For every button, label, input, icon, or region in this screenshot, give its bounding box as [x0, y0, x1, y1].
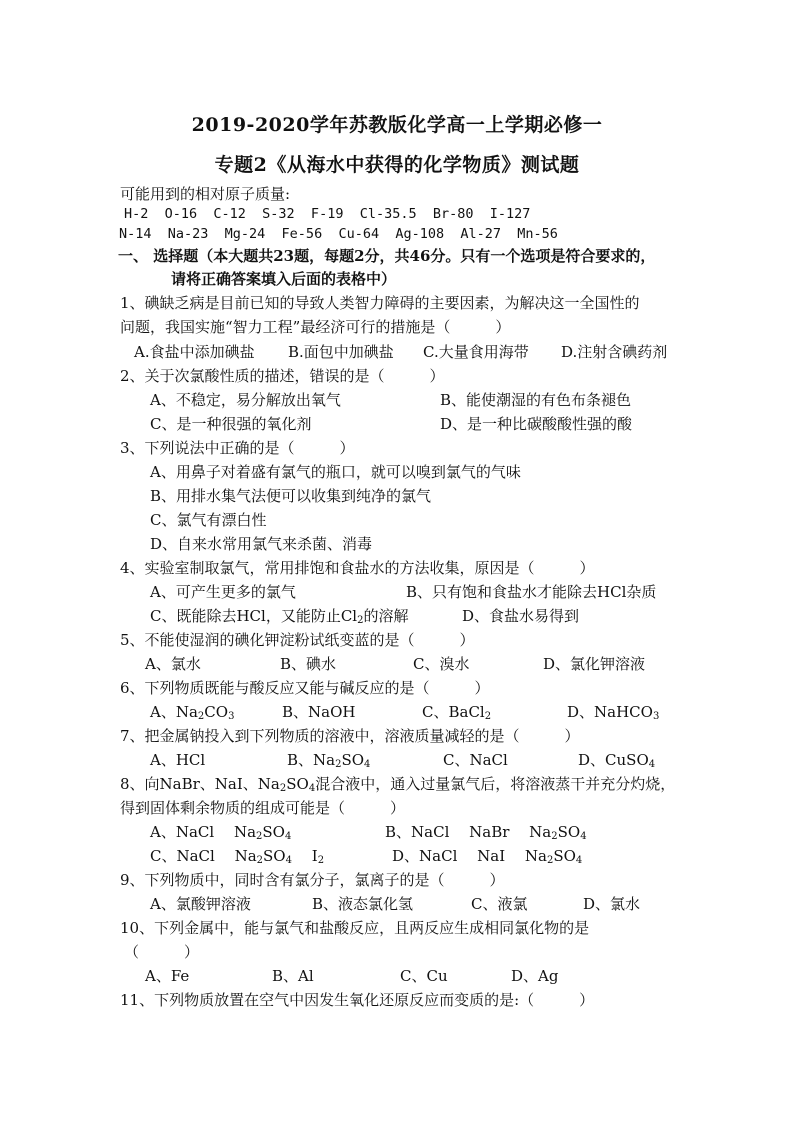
option-c: C、既能除去HCl，又能防止$Cl_2$的溶解: [150, 607, 409, 626]
document-title-line1: 2019-2020学年苏教版化学高一上学期必修一: [191, 114, 603, 136]
question-11-stem: 11、下列物质放置在空气中因发生氧化还原反应而变质的是:（ ）: [120, 991, 595, 1009]
question-4-stem: 4、实验室制取氯气，常用排饱和食盐水的方法收集，原因是（ ）: [120, 559, 595, 577]
question-6-options: [0, 702, 794, 722]
question-8-options-row2: [0, 846, 794, 866]
question-3-stem: 3、下列说法中正确的是（ ）: [120, 439, 355, 457]
question-7-stem: 7、把金属钠投入到下列物质的溶液中，溶液质量减轻的是（ ）: [120, 727, 580, 745]
question-1-stem-cont: 问题，我国实施“智力工程”最经济可行的措施是（ ）: [120, 318, 511, 336]
option-c: C、NaCl $Na_2SO_4$ $I_2$: [150, 847, 325, 866]
option-d: D、Ag: [511, 967, 559, 985]
question-2-options-row1: [0, 390, 794, 410]
question-3-option-a: A、用鼻子对着盛有氯气的瓶口，就可以嗅到氯气的气味: [150, 463, 521, 481]
option-a: A、不稳定，易分解放出氧气: [150, 391, 341, 409]
option-b: B、液态氯化氢: [312, 895, 414, 913]
question-10-answer-blank: （ ）: [124, 943, 200, 961]
question-4-options-row1: [0, 582, 794, 602]
question-5-stem: 5、不能使湿润的碘化钾淀粉试纸变蓝的是（ ）: [120, 631, 475, 649]
option-d: D、NaCl NaI $Na_2SO_4$: [392, 847, 583, 866]
option-b: B、Al: [272, 967, 314, 985]
section-heading-line1: 一、 选择题（本大题共23题，每题2分，共46分。只有一个选项是符合要求的，: [118, 247, 656, 265]
option-d: D、是一种比碳酸酸性强的酸: [440, 415, 633, 433]
option-a: A、$Na_2CO_3$: [150, 703, 235, 722]
option-c: C、NaCl: [443, 751, 508, 769]
option-a: A、可产生更多的氯气: [150, 583, 296, 601]
option-a: A、氯酸钾溶液: [150, 895, 251, 913]
option-b: B、能使潮湿的有色布条褪色: [440, 391, 632, 409]
option-b: B.面包中加碘盐: [288, 343, 394, 361]
question-1-options: [0, 342, 794, 362]
question-3-option-b: B、用排水集气法便可以收集到纯净的氯气: [150, 487, 432, 505]
document-title-line2: 专题2《从海水中获得的化学物质》测试题: [214, 154, 580, 176]
option-d: D、NaHCO$_3$: [567, 703, 660, 722]
option-c: C.大量食用海带: [423, 343, 529, 361]
option-a: A.食盐中添加碘盐: [134, 343, 255, 361]
atomic-mass-label: 可能用到的相对原子质量:: [120, 185, 291, 203]
question-1-stem: 1、碘缺乏病是目前已知的导致人类智力障碍的主要因素，为解决这一全国性的: [120, 294, 640, 312]
question-8-stem-cont: 得到固体剩余物质的组成可能是（ ）: [120, 799, 406, 817]
option-d: D、食盐水易得到: [462, 607, 580, 625]
question-7-options: [0, 750, 794, 770]
option-b: B、只有饱和食盐水才能除去HCl杂质: [406, 583, 657, 601]
atomic-mass-row1: H-2 O-16 C-12 S-32 F-19 Cl-35.5 Br-80 I-127: [124, 206, 531, 222]
option-c: C、溴水: [413, 655, 470, 673]
option-a: A、HCl: [150, 751, 206, 769]
option-d: D.注射含碘药剂: [561, 343, 668, 361]
option-d: D、CuSO$_4$: [578, 751, 656, 770]
option-a: A、氯水: [145, 655, 201, 673]
option-c: C、BaCl$_2$: [422, 703, 492, 722]
question-9-options: [0, 894, 794, 914]
question-3-option-c: C、氯气有漂白性: [150, 511, 267, 529]
option-b: B、$Na_2SO_4$: [287, 751, 371, 770]
question-8-stem: 8、向NaBr、NaI、$Na_2SO_4$混合液中，通入过量氯气后，将溶液蒸干并充分灼烧，: [120, 775, 676, 794]
question-8-options-row1: [0, 822, 794, 842]
option-c: C、是一种很强的氧化剂: [150, 415, 312, 433]
section-heading-line2: 请将正确答案填入后面的表格中）: [171, 270, 397, 288]
question-2-stem: 2、关于次氯酸性质的描述，错误的是（ ）: [120, 367, 445, 385]
question-2-options-row2: [0, 414, 794, 434]
question-10-stem: 10、下列金属中，能与氯气和盐酸反应，且两反应生成相同氯化物的是: [120, 919, 590, 937]
option-a: A、Fe: [145, 967, 190, 985]
question-6-stem: 6、下列物质既能与酸反应又能与碱反应的是（ ）: [120, 679, 490, 697]
option-a: A、NaCl $Na_2SO_4$: [150, 823, 292, 842]
option-d: D、氯化钾溶液: [543, 655, 646, 673]
question-10-options: [0, 966, 794, 986]
option-b: B、NaOH: [282, 703, 356, 721]
question-3-option-d: D、自来水常用氯气来杀菌、消毒: [150, 535, 373, 553]
option-b: B、NaCl NaBr $Na_2SO_4$: [385, 823, 587, 842]
option-c: C、Cu: [400, 967, 448, 985]
option-b: B、碘水: [280, 655, 337, 673]
question-4-options-row2: [0, 606, 794, 626]
question-5-options: [0, 654, 794, 674]
question-9-stem: 9、下列物质中，同时含有氯分子，氯离子的是（ ）: [120, 871, 505, 889]
atomic-mass-row2: N-14 Na-23 Mg-24 Fe-56 Cu-64 Ag-108 Al-27 Mn-56: [119, 226, 558, 242]
option-d: D、氯水: [583, 895, 641, 913]
option-c: C、液氯: [471, 895, 528, 913]
